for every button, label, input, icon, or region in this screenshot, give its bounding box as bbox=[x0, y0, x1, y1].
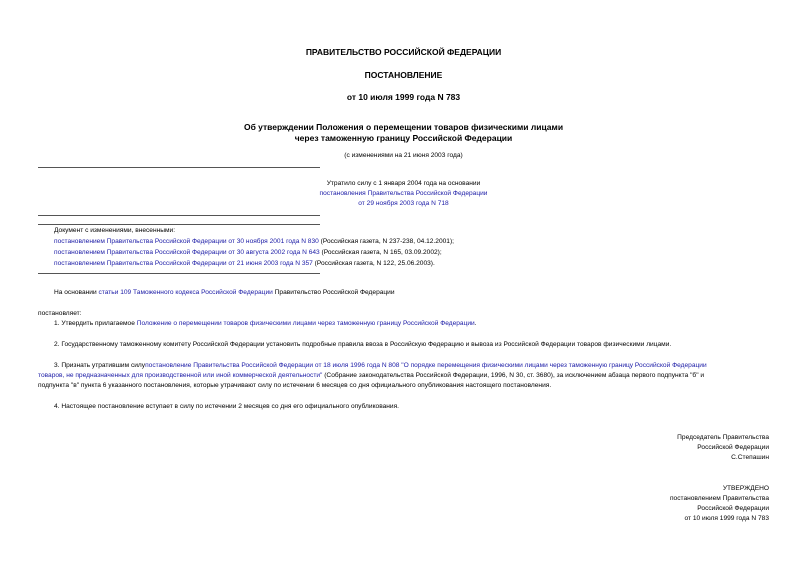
signature-title: Председатель Правительства bbox=[677, 434, 769, 441]
paragraph-4: 4. Настоящее постановление вступает в силу по истечении 2 месяцев со дня его официального опубликования. bbox=[54, 403, 400, 410]
basis-text: Правительство Российской Федерации bbox=[272, 289, 395, 296]
divider bbox=[38, 167, 320, 168]
document-title-line-2: через таможенную границу Российской Федерации bbox=[294, 133, 513, 143]
paragraph-2: 2. Государственному таможенному комитету Российской Федерации установить подробные правила ввоза в Российскую Федерацию и вывоза из Российской Федерации товаров физическими лицами. bbox=[54, 341, 672, 348]
repealed-decree-link[interactable]: товаров, не предназначенных для производственной или иной коммерческой деятельности" bbox=[38, 372, 323, 379]
repeal-decree-link[interactable]: постановления Правительства Российской Федерации bbox=[319, 190, 488, 197]
paragraph-text: 1. Утвердить прилагаемое bbox=[54, 320, 137, 327]
repealed-decree-link[interactable]: постановление Правительства Российской Федерации от 18 июля 1996 года N 808 "О порядке перемещения физическими лицами через таможенную границу Российской Федерации bbox=[145, 362, 707, 369]
amendment-item bbox=[54, 237, 454, 247]
paragraph-3-line-1 bbox=[54, 361, 707, 371]
basis-paragraph bbox=[54, 288, 395, 298]
divider bbox=[38, 224, 320, 225]
amendment-link[interactable]: постановлением Правительства Российской Федерации от 21 июня 2003 года N 357 bbox=[54, 260, 313, 267]
decrees-word: постановляет: bbox=[38, 310, 82, 317]
document-date-number: от 10 июля 1999 года N 783 bbox=[346, 92, 461, 102]
paragraph-1 bbox=[54, 319, 477, 329]
approved-date-number: от 10 июля 1999 года N 783 bbox=[684, 515, 769, 522]
paragraph-text: . bbox=[474, 320, 477, 327]
regulation-link[interactable]: Положение о перемещении товаров физическими лицами через таможенную границу Российской Федерации bbox=[136, 320, 475, 327]
amendment-item bbox=[54, 248, 442, 258]
repeal-decree-date-link[interactable]: от 29 ноября 2003 года N 718 bbox=[358, 200, 449, 207]
signature-name: С.Степашин bbox=[731, 454, 769, 461]
amendment-source: (Российская газета, N 122, 25.06.2003). bbox=[312, 260, 435, 267]
government-heading: ПРАВИТЕЛЬСТВО РОССИЙСКОЙ ФЕДЕРАЦИИ bbox=[305, 47, 502, 57]
customs-code-link[interactable]: статьи 109 Таможенного кодекса Российской Федерации bbox=[98, 289, 273, 296]
signature-title-2: Российской Федерации bbox=[697, 444, 769, 451]
divider bbox=[38, 273, 320, 274]
approved-line: Российской Федерации bbox=[697, 505, 769, 512]
amended-note: (с изменениями на 21 июня 2003 года) bbox=[344, 152, 463, 159]
approved-line: постановлением Правительства bbox=[669, 495, 769, 502]
approved-heading: УТВЕРЖДЕНО bbox=[722, 485, 769, 492]
document-type-heading: ПОСТАНОВЛЕНИЕ bbox=[364, 70, 443, 80]
paragraph-text: 3. Признать утратившим силу bbox=[54, 362, 146, 369]
document-title-line-1: Об утверждении Положения о перемещении товаров физическими лицами bbox=[243, 122, 564, 132]
amendment-link[interactable]: постановлением Правительства Российской Федерации от 30 августа 2002 года N 643 bbox=[54, 249, 320, 256]
amendment-item bbox=[54, 259, 435, 269]
amendment-link[interactable]: постановлением Правительства Российской Федерации от 30 ноября 2001 года N 830 bbox=[54, 238, 319, 245]
amendment-source: (Российская газета, N 237-238, 04.12.2001); bbox=[318, 238, 454, 245]
amendments-intro: Документ с изменениями, внесенными: bbox=[54, 227, 176, 234]
amendment-source: (Российская газета, N 165, 03.09.2002); bbox=[319, 249, 442, 256]
paragraph-3-line-2 bbox=[38, 371, 704, 381]
repeal-note: Утратило силу с 1 января 2004 года на основании bbox=[326, 180, 481, 187]
paragraph-3-line-3: подпункта "в" пункта 6 указанного постановления, которые утрачивают силу по истечении 6 месяцев со дня официального опубликования настоящего постановления. bbox=[38, 382, 552, 389]
divider bbox=[38, 215, 320, 216]
basis-text: На основании bbox=[54, 289, 99, 296]
paragraph-text: (Собрание законодательства Российской Федерации, 1996, N 30, ст. 3680), за исключением абзаца первого подпункта "б" и bbox=[322, 372, 705, 379]
